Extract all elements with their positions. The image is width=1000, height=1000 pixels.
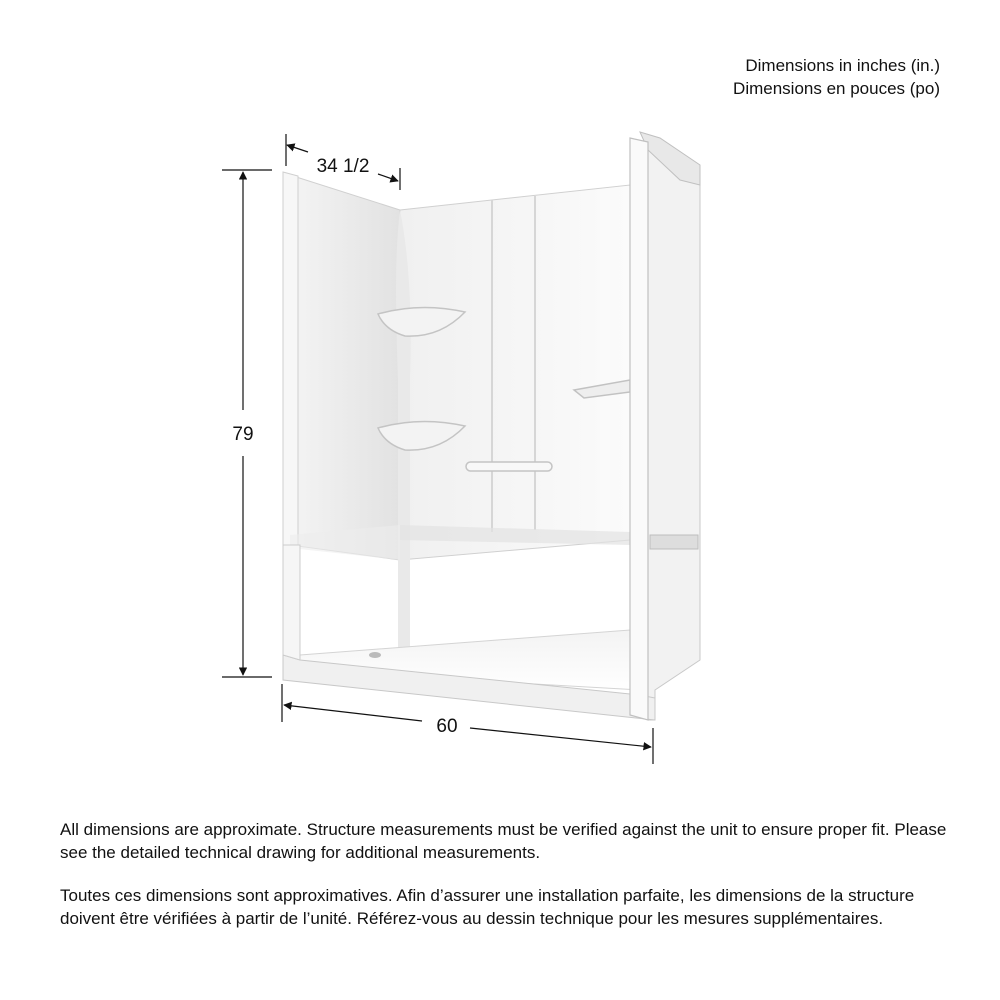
left-wall — [290, 175, 400, 560]
units-caption-fr: Dimensions en pouces (po) — [733, 79, 940, 98]
right-exterior-panel — [648, 140, 700, 720]
units-caption-en: Dimensions in inches (in.) — [745, 56, 940, 75]
disclaimer-fr: Toutes ces dimensions sont approximatives. Afin d’assurer une installation parfaite, les dimensions de la structure doivent être vérifiées à partir de l’unité. Référez-vous au dessin technique pour les mesures supplémentaires. — [60, 886, 915, 928]
grab-bar — [466, 462, 552, 471]
depth-arrow-left — [287, 145, 308, 152]
left-flange — [283, 172, 298, 545]
disclaimer-en: All dimensions are approximate. Structure measurements must be verified against the unit to ensure proper fit. Please see the detailed technical drawing for additional measurements. — [60, 820, 947, 862]
width-dimension-label: 60 — [436, 716, 458, 737]
height-dimension — [222, 170, 272, 677]
height-dimension-label: 79 — [232, 424, 254, 445]
back-wall — [400, 185, 630, 560]
width-arrow-right — [470, 728, 651, 747]
right-side-ledge — [650, 535, 698, 549]
disclaimer-notes — [60, 818, 950, 950]
left-base-side — [283, 545, 300, 660]
depth-dimension-label: 34 1/2 — [316, 156, 370, 177]
right-front-flange — [630, 138, 648, 720]
width-arrow-left — [284, 705, 422, 721]
shower-drain — [369, 652, 381, 658]
depth-arrow-right — [378, 174, 398, 181]
shower-unit-illustration — [283, 132, 700, 720]
